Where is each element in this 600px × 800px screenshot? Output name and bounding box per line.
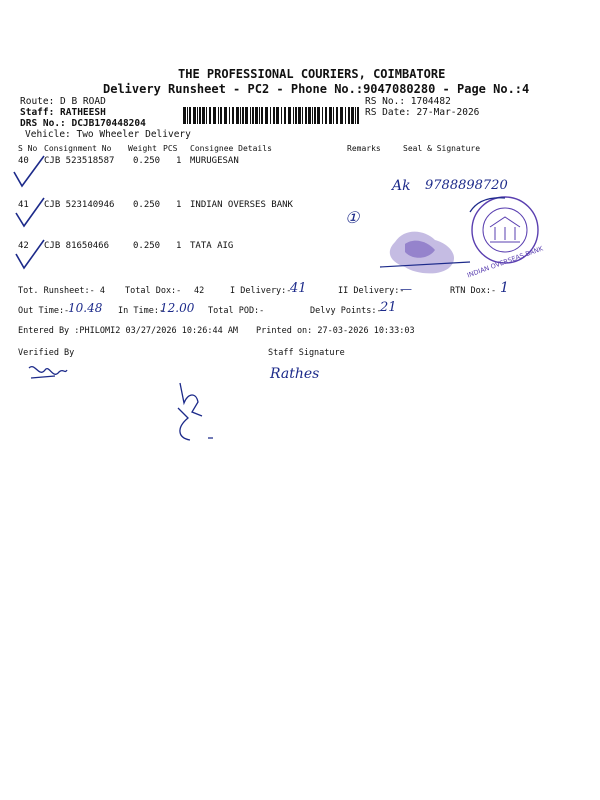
phone-note: 9788898720: [425, 178, 508, 193]
barcode-bar: [240, 107, 241, 124]
i-delivery-label: I Delivery:-: [230, 286, 292, 296]
barcode-bar: [197, 107, 198, 124]
barcode-bar: [340, 107, 343, 124]
row-pcs: 1: [176, 241, 182, 251]
barcode-bar: [189, 107, 191, 124]
rtn-dox-label: RTN Dox:-: [450, 286, 497, 296]
ink-smudge: [380, 222, 475, 282]
barcode-bar: [355, 107, 356, 124]
barcode-bar: [345, 107, 346, 124]
scribble-signature: [168, 378, 223, 448]
entered-by: Entered By :PHILOMI2 03/27/2026 10:26:44 AM: [18, 326, 239, 336]
remark-mark: ①: [345, 208, 360, 227]
rs-date: RS Date: 27-Mar-2026: [365, 107, 480, 118]
barcode-bar: [305, 107, 307, 124]
barcode-bar: [218, 107, 219, 124]
col-remarks: Remarks: [347, 144, 381, 153]
barcode-bar: [259, 107, 260, 124]
barcode-bar: [312, 107, 313, 124]
printed-on: Printed on: 27-03-2026 10:33:03: [256, 326, 415, 336]
stamp-text: INDIAN OVERSEAS BANK: [466, 244, 545, 280]
total-runsheet: Tot. Runsheet:- 4: [18, 286, 105, 296]
barcode-bar: [245, 107, 248, 124]
barcode-bar: [302, 107, 303, 124]
barcode-bar: [357, 107, 359, 124]
barcode-bar: [281, 107, 282, 124]
vehicle: Vehicle: Two Wheeler Delivery: [25, 129, 191, 140]
row-sno: 40: [18, 156, 29, 166]
barcode-bar: [209, 107, 211, 124]
row-sno: 41: [18, 200, 29, 210]
out-time-value: 10.48: [68, 301, 103, 315]
barcode-bar: [202, 107, 205, 124]
barcode: [183, 107, 363, 125]
ii-delivery-value: —: [400, 282, 412, 296]
delvy-points-value: 21: [380, 300, 397, 315]
barcode-bar: [298, 107, 301, 124]
delvy-points-label: Delvy Points:-: [310, 306, 382, 316]
total-pod-label: Total POD:-: [208, 306, 265, 316]
verified-by-label: Verified By: [18, 348, 75, 358]
barcode-bar: [270, 107, 271, 124]
row-pcs: 1: [176, 156, 182, 166]
barcode-bar: [293, 107, 294, 124]
row-consignment: CJB 523518587: [44, 156, 115, 166]
barcode-bar: [255, 107, 258, 124]
barcode-bar: [242, 107, 244, 124]
company-title: THE PROFESSIONAL COURIERS, COIMBATORE: [178, 67, 446, 81]
barcode-bar: [199, 107, 201, 124]
staff-signature-label: Staff Signature: [268, 348, 345, 358]
row-weight: 0.250: [133, 200, 161, 210]
barcode-bar: [220, 107, 222, 124]
row-consignee: MURUGESAN: [190, 156, 239, 166]
barcode-bar: [351, 107, 354, 124]
rs-number: RS No.: 1704482: [365, 96, 451, 107]
row-consignment: CJB 523140946: [44, 200, 115, 210]
row-weight: 0.250: [133, 241, 161, 251]
barcode-bar: [284, 107, 286, 124]
barcode-bar: [252, 107, 254, 124]
runsheet-subtitle: Delivery Runsheet - PC2 - Phone No.:9047080280 - Page No.:4: [103, 82, 530, 96]
barcode-bar: [325, 107, 327, 124]
barcode-bar: [288, 107, 291, 124]
barcode-bar: [213, 107, 216, 124]
in-time-value: 12.00: [160, 301, 195, 315]
barcode-bar: [317, 107, 320, 124]
tick-marks: [10, 150, 50, 280]
out-time-label: Out Time:-: [18, 306, 70, 316]
barcode-bar: [322, 107, 323, 124]
barcode-bar: [333, 107, 334, 124]
barcode-bar: [224, 107, 227, 124]
barcode-bar: [273, 107, 275, 124]
barcode-bar: [336, 107, 338, 124]
barcode-bar: [206, 107, 207, 124]
in-time-label: In Time:-: [118, 306, 165, 316]
barcode-bar: [348, 107, 350, 124]
barcode-bar: [265, 107, 268, 124]
col-consignment: Consignment No: [44, 144, 112, 153]
barcode-bar: [295, 107, 297, 124]
total-dox-value: 42: [194, 286, 205, 296]
barcode-bar: [232, 107, 234, 124]
col-weight: Weight: [128, 144, 157, 153]
row-consignee: INDIAN OVERSES BANK: [190, 200, 293, 210]
row-consignment: CJB 81650466: [44, 241, 110, 251]
barcode-bar: [329, 107, 332, 124]
total-dox-label: Total Dox:-: [125, 286, 182, 296]
barcode-bar: [308, 107, 311, 124]
barcode-bar: [250, 107, 251, 124]
barcode-bar: [183, 107, 186, 124]
row-consignee: TATA AIG: [190, 241, 234, 251]
rtn-dox-value: 1: [500, 280, 509, 296]
row-sno: 42: [18, 241, 29, 251]
barcode-bar: [229, 107, 230, 124]
col-pcs: PCS: [163, 144, 178, 153]
drs-number: DRS No.: DCJB170448204: [20, 118, 146, 129]
barcode-bar: [261, 107, 263, 124]
col-sno: S No: [18, 144, 38, 153]
ii-delivery-label: II Delivery:-: [338, 286, 405, 296]
staff: Staff: RATHEESH: [20, 107, 106, 118]
verified-signature: [25, 360, 70, 385]
barcode-bar: [193, 107, 196, 124]
i-delivery-value: 41: [290, 281, 307, 296]
barcode-bar: [236, 107, 239, 124]
phone-note-prefix: Ak: [392, 178, 411, 194]
barcode-bar: [276, 107, 279, 124]
row-pcs: 1: [176, 200, 182, 210]
route: Route: D B ROAD: [20, 96, 106, 107]
col-seal: Seal & Signature: [403, 144, 481, 153]
row-weight: 0.250: [133, 156, 161, 166]
barcode-bar: [187, 107, 188, 124]
barcode-bar: [314, 107, 316, 124]
staff-signature: Rathes: [270, 366, 320, 382]
col-consignee: Consignee Details: [190, 144, 272, 153]
